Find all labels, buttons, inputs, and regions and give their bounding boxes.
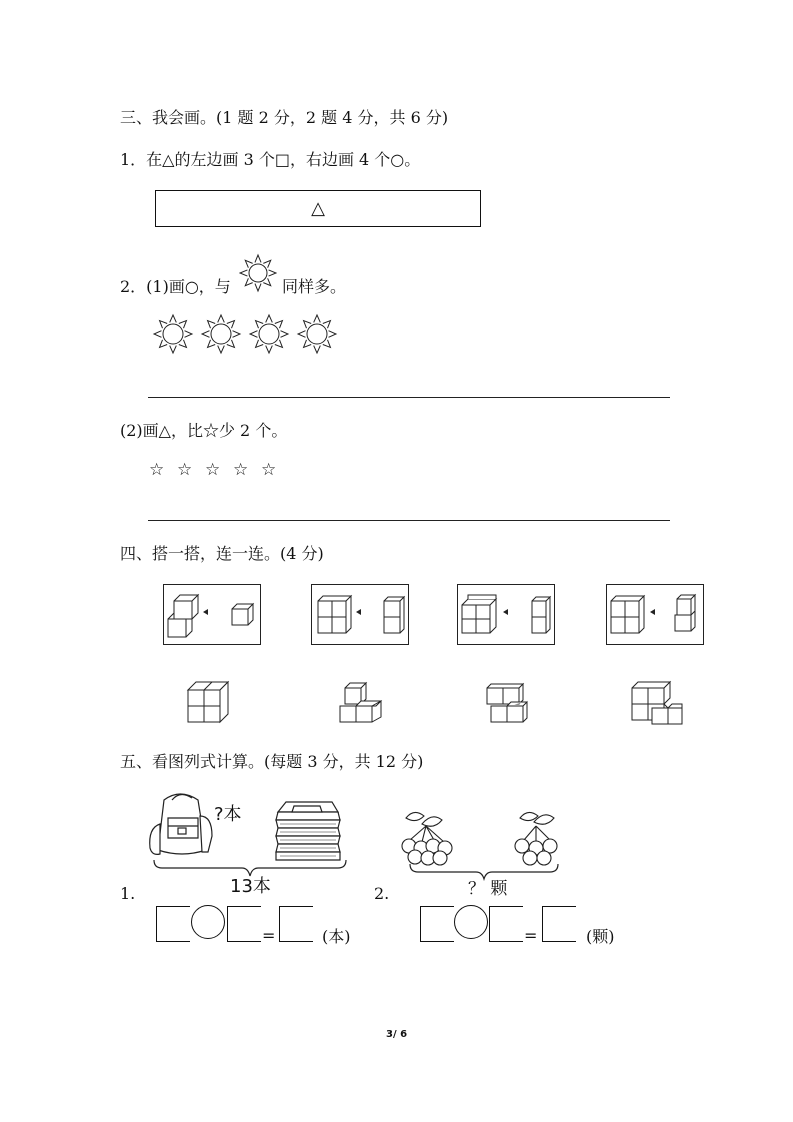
problem-1-number: 1. [120,884,136,903]
section-3-title: 三、我会画。(1 题 2 分，2 题 4 分，共 6 分) [120,108,449,127]
cube-block-shape-2 [337,680,385,726]
star-icon: ☆ [205,460,221,480]
star-icon: ☆ [177,460,193,480]
sun-icon [239,250,277,296]
page-number: 3/ 6 [386,1029,408,1040]
view-card-1 [163,584,261,645]
cube-block-shape-3 [483,680,533,726]
star-icon: ☆ [233,460,249,480]
section-4-title: 四、搭一搭，连一连。(4 分) [120,544,324,563]
problem-2-number: 2. [374,884,390,903]
question-1-text: 1．在△的左边画 3 个□，右边画 4 个○。 [120,150,421,169]
view-card-2 [311,584,409,645]
sun-icon [296,312,338,356]
operator-circle[interactable] [454,905,488,939]
view-card-4 [606,584,704,645]
book-stack-icon [268,800,348,864]
answer-box[interactable] [489,906,523,942]
answer-line-2a [148,397,670,398]
answer-line-2b [148,520,670,521]
star-icon: ☆ [261,460,277,480]
answer-box[interactable] [156,906,190,942]
cube-views-drawing [458,585,554,644]
cube-views-drawing [164,585,260,644]
star-row [149,460,289,480]
question-label-books: ?本 [214,804,242,825]
question-2b-text: (2)画△，比☆少 2 个。 [120,421,288,440]
answer-box[interactable] [542,906,576,942]
total-label-cherries: ？ 颗 [468,879,508,899]
cube-views-drawing [607,585,703,644]
equals-sign: = [524,926,538,945]
cherry-cluster-icon [400,806,456,866]
sun-icon [152,312,194,356]
unit-label-books: (本) [322,927,351,946]
cube-views-drawing [312,585,408,644]
sun-icon [200,312,242,356]
section-5-title: 五、看图列式计算。(每题 3 分，共 12 分) [120,752,424,771]
question-2a-suffix: 同样多。 [282,277,347,296]
backpack-icon [144,786,224,862]
cherry-cluster-icon [506,808,562,866]
triangle-symbol: △ [311,198,325,219]
answer-box[interactable] [279,906,313,942]
equals-sign: = [262,926,276,945]
cube-block-shape-4 [630,678,684,728]
answer-box[interactable] [420,906,454,942]
view-card-3 [457,584,555,645]
answer-box-q1 [155,190,481,227]
sun-icon [248,312,290,356]
question-2a-prefix: 2．(1)画○，与 [120,277,231,296]
unit-label-cherries: (颗) [586,927,615,946]
operator-circle[interactable] [191,905,225,939]
cube-block-shape-1 [186,680,238,726]
sun-row [152,312,342,356]
total-label-books: 13本 [230,876,271,897]
star-icon: ☆ [149,460,165,480]
answer-box[interactable] [227,906,261,942]
